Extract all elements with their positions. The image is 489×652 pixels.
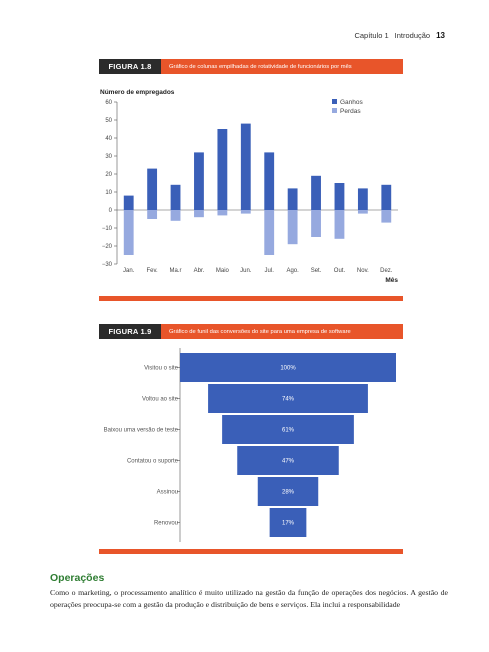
bar-ganhos [264, 152, 274, 210]
figure-1-9-caption: Gráfico de funil das conversões do site para uma empresa de software [169, 328, 351, 335]
figure-1-9-bottom-rule [99, 549, 403, 554]
y-tick-label: 10 [105, 190, 112, 196]
x-tick-label: Dez. [380, 268, 393, 274]
y-tick-label: 40 [105, 136, 112, 142]
figure-1-8-label: FIGURA 1.8 [99, 59, 161, 74]
funnel-category-label: Visitou o site [144, 365, 178, 372]
bar-perdas [264, 210, 274, 255]
x-tick-label: Ago. [286, 268, 299, 274]
y-tick-label: 0 [108, 208, 112, 214]
legend-swatch-perdas [332, 108, 337, 113]
y-tick-label: −20 [101, 244, 112, 250]
legend-swatch-ganhos [332, 99, 337, 104]
legend-label-perdas: Perdas [340, 108, 361, 115]
y-tick-label: −10 [101, 226, 112, 232]
y-tick-label: 30 [105, 154, 112, 160]
funnel-category-label: Voltou ao site [141, 396, 178, 403]
bar-ganhos [194, 152, 204, 210]
bar-perdas [217, 210, 227, 215]
x-tick-label: Jan. [123, 268, 135, 274]
x-tick-label: Maio [215, 268, 229, 274]
bar-perdas [171, 210, 181, 221]
bar-perdas [147, 210, 157, 219]
funnel-value-label: 74% [281, 396, 295, 403]
chapter-label: Capítulo 1 [354, 31, 389, 40]
funnel-value-label: 61% [281, 427, 295, 434]
y-tick-label: 50 [105, 118, 112, 124]
section-body: Como o marketing, o processamento analítico é muito utilizado na gestão da função de operações dos negócios. A gestão de operações preocupa-se com a gestão da produção e distribuição de bens e serviços. Ela inclui a responsabilidade [50, 588, 448, 609]
y-tick-label: −30 [101, 262, 112, 268]
funnel-category-label: Renovou [153, 520, 178, 527]
funnel-value-label: 17% [281, 520, 295, 527]
funnel-value-label: 47% [281, 458, 295, 465]
figure-1-9-header [99, 324, 403, 339]
x-tick-label: Jul. [264, 268, 274, 274]
x-tick-label: Out. [333, 268, 346, 274]
x-tick-label: Abr. [193, 268, 205, 274]
x-tick-label: Nov. [356, 268, 369, 274]
x-tick-label: Set. [310, 268, 322, 274]
bar-perdas [311, 210, 321, 237]
funnel-value-label: 100% [280, 365, 296, 372]
bar-perdas [381, 210, 391, 223]
y-tick-label: 60 [105, 100, 112, 106]
y-tick-label: 20 [105, 172, 112, 178]
funnel-value-label: 28% [281, 489, 295, 496]
bar-ganhos [288, 188, 298, 210]
bar-perdas [194, 210, 204, 217]
x-axis-label: Mês [385, 277, 398, 284]
bar-ganhos [358, 188, 368, 210]
funnel-category-label: Baixou uma versão de teste [103, 427, 178, 434]
bar-perdas [124, 210, 134, 255]
x-tick-label: Jun. [240, 268, 252, 274]
x-tick-label: Fev. [146, 268, 158, 274]
figure-1-8-bottom-rule [99, 296, 403, 301]
section-title: Operações [50, 572, 105, 584]
bar-ganhos [381, 185, 391, 210]
stacked-column-chart [0, 0, 489, 300]
y-axis-label: Número de empregados [100, 89, 175, 96]
figure-1-9-label: FIGURA 1.9 [99, 324, 161, 339]
x-tick-label: Ma.r [169, 268, 182, 274]
bar-ganhos [171, 185, 181, 210]
funnel-category-label: Assinou [156, 489, 178, 496]
bar-perdas [288, 210, 298, 244]
figure-1-8-caption: Gráfico de colunas empilhadas de rotatividade de funcionários por mês [169, 63, 352, 70]
bar-ganhos [335, 183, 345, 210]
bar-perdas [358, 210, 368, 214]
funnel-category-label: Contatou o suporte [126, 458, 178, 465]
bar-ganhos [241, 124, 251, 210]
bar-perdas [335, 210, 345, 239]
bar-ganhos [311, 176, 321, 210]
bar-ganhos [147, 169, 157, 210]
bar-perdas [241, 210, 251, 214]
section-label: Introdução [394, 31, 431, 40]
page-number: 13 [436, 31, 445, 40]
funnel-chart [0, 340, 489, 550]
bar-ganhos [124, 196, 134, 210]
bar-ganhos [217, 129, 227, 210]
legend-label-ganhos: Ganhos [340, 99, 363, 106]
